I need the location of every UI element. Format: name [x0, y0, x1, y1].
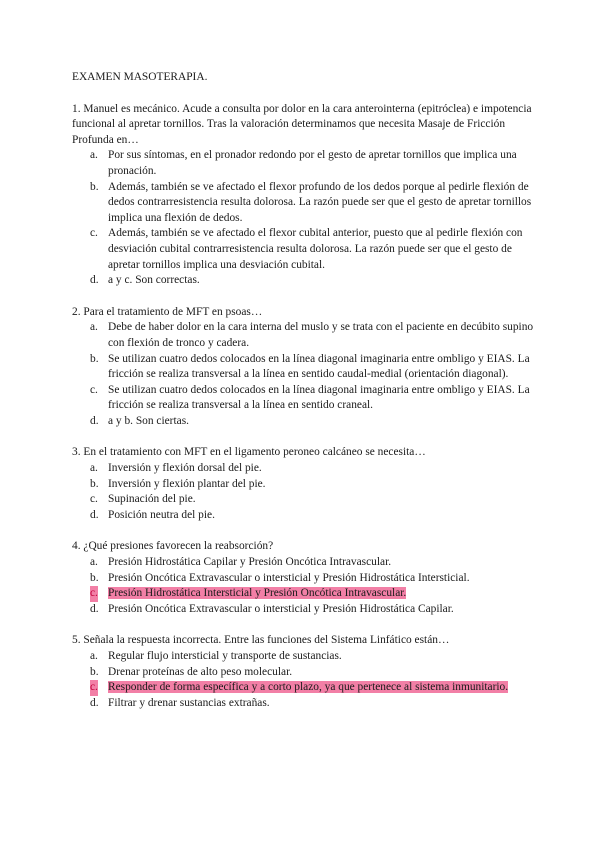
- option-letter: c.: [90, 493, 98, 506]
- question-text: 5. Señala la respuesta incorrecta. Entre las funciones del Sistema Linfático están…: [72, 634, 450, 647]
- option-d: [72, 273, 540, 289]
- option-b: [72, 665, 540, 681]
- option-list: [72, 320, 540, 429]
- option-text: Además, también se ve afectado el flexor profundo de los dedos porque al pedirle flexión de dedos contrarresistencia resulta dolorosa. La razón puede ser que el gesto de apretar tornillos implica una flexión de dedos.: [108, 180, 532, 224]
- option-c: [72, 383, 540, 414]
- option-letter: d.: [90, 414, 99, 427]
- option-text: Regular flujo intersticial y transporte de sustancias.: [108, 650, 342, 662]
- option-list: [72, 649, 540, 711]
- question-1: [72, 102, 540, 289]
- option-a: [72, 461, 540, 477]
- option-text: Posición neutra del pie.: [108, 508, 215, 521]
- option-letter: b.: [90, 571, 99, 584]
- option-letter: a.: [90, 462, 98, 475]
- option-letter: a.: [90, 149, 98, 162]
- option-text: Presión Oncótica Extravascular o intersticial y Presión Hidrostática Capilar.: [108, 602, 454, 615]
- option-text: Debe de haber dolor en la cara interna del muslo y se trata con el paciente en decúbito supino con flexión de tronco y cadera.: [108, 321, 534, 349]
- option-letter: b.: [90, 180, 99, 193]
- option-text: Supinación del pie.: [108, 493, 196, 506]
- option-text: Presión Hidrostática Capilar y Presión Oncótica Intravascular.: [108, 556, 392, 569]
- option-text: Inversión y flexión plantar del pie.: [108, 477, 266, 490]
- option-b: [72, 477, 540, 493]
- option-letter: d.: [90, 508, 99, 521]
- option-b: [72, 352, 540, 383]
- option-b: [72, 180, 540, 227]
- option-a: [72, 649, 540, 665]
- option-letter: c.: [90, 680, 98, 696]
- option-text: Drenar proteínas de alto peso molecular.: [108, 665, 293, 678]
- document-title: EXAMEN MASOTERAPIA.: [72, 71, 208, 83]
- option-letter: c.: [90, 383, 98, 396]
- option-letter: d.: [90, 696, 99, 709]
- highlighted-answer-text: Presión Hidrostática Intersticial y Presión Oncótica Intravascular.: [108, 587, 407, 600]
- option-letter: b.: [90, 352, 99, 365]
- option-d: [72, 414, 540, 430]
- option-text: Filtrar y drenar sustancias extrañas.: [108, 696, 270, 709]
- option-letter: b.: [90, 665, 99, 678]
- option-d: [72, 602, 540, 618]
- option-letter: d.: [90, 602, 99, 615]
- option-text: Presión Oncótica Extravascular o intersticial y Presión Hidrostática Intersticial.: [108, 571, 470, 584]
- option-b: [72, 571, 540, 587]
- option-text: Inversión y flexión dorsal del pie.: [108, 462, 262, 475]
- option-c: [72, 226, 540, 273]
- option-text: Por sus síntomas, en el pronador redondo por el gesto de apretar tornillos que implica una pronación.: [108, 149, 517, 177]
- option-text: a y b. Son ciertas.: [108, 414, 189, 427]
- option-letter: b.: [90, 477, 99, 490]
- option-c: [72, 492, 540, 508]
- option-text: Se utilizan cuatro dedos colocados en la línea diagonal imaginaria entre ombligo y EIAS. La fricción se realiza transversal a la línea en sentido craneal.: [108, 383, 530, 412]
- question-text: 3. En el tratamiento con MFT en el ligamento peroneo calcáneo se necesita…: [72, 446, 426, 459]
- option-list: [72, 148, 540, 288]
- question-4: [72, 539, 540, 617]
- option-letter: a.: [90, 556, 98, 569]
- option-letter: a.: [90, 650, 98, 662]
- option-c-highlighted: [72, 680, 540, 696]
- option-letter: c.: [90, 227, 98, 240]
- option-a: [72, 148, 540, 179]
- question-3: [72, 445, 540, 523]
- question-5: [72, 633, 540, 711]
- option-letter: c.: [90, 586, 98, 602]
- option-c-highlighted: [72, 586, 540, 602]
- option-text: Se utilizan cuatro dedos colocados en la línea diagonal imaginaria entre ombligo y EIAS. La fricción se realiza transversal a la línea en sentido caudal-medial (orientación diagonal).: [108, 352, 530, 381]
- option-d: [72, 508, 540, 524]
- option-a: [72, 320, 540, 351]
- option-letter: d.: [90, 274, 99, 287]
- question-text: 2. Para el tratamiento de MFT en psoas…: [72, 305, 263, 318]
- option-letter: a.: [90, 321, 98, 334]
- option-d: [72, 696, 540, 712]
- question-text: 4. ¿Qué presiones favorecen la reabsorción?: [72, 540, 274, 553]
- option-list: [72, 461, 540, 523]
- option-text: a y c. Son correctas.: [108, 274, 200, 287]
- option-list: [72, 555, 540, 617]
- question-2: [72, 305, 540, 430]
- option-text: Además, también se ve afectado el flexor cubital anterior, puesto que al pedirle flexión con desviación cubital contrarresistencia resulta dolorosa. La razón puede ser que el gesto de apretar tornillos implica una desviación cubital.: [108, 227, 523, 271]
- highlighted-answer-text: Responder de forma específica y a corto plazo, ya que pertenece al sistema inmunitario.: [108, 681, 509, 694]
- option-a: [72, 555, 540, 571]
- question-text: 1. Manuel es mecánico. Acude a consulta por dolor en la cara anterointerna (epitróclea) e impotencia funcional al apretar tornillos. Tras la valoración determinamos que necesita Masaje de Fricción Profunda en…: [72, 102, 532, 146]
